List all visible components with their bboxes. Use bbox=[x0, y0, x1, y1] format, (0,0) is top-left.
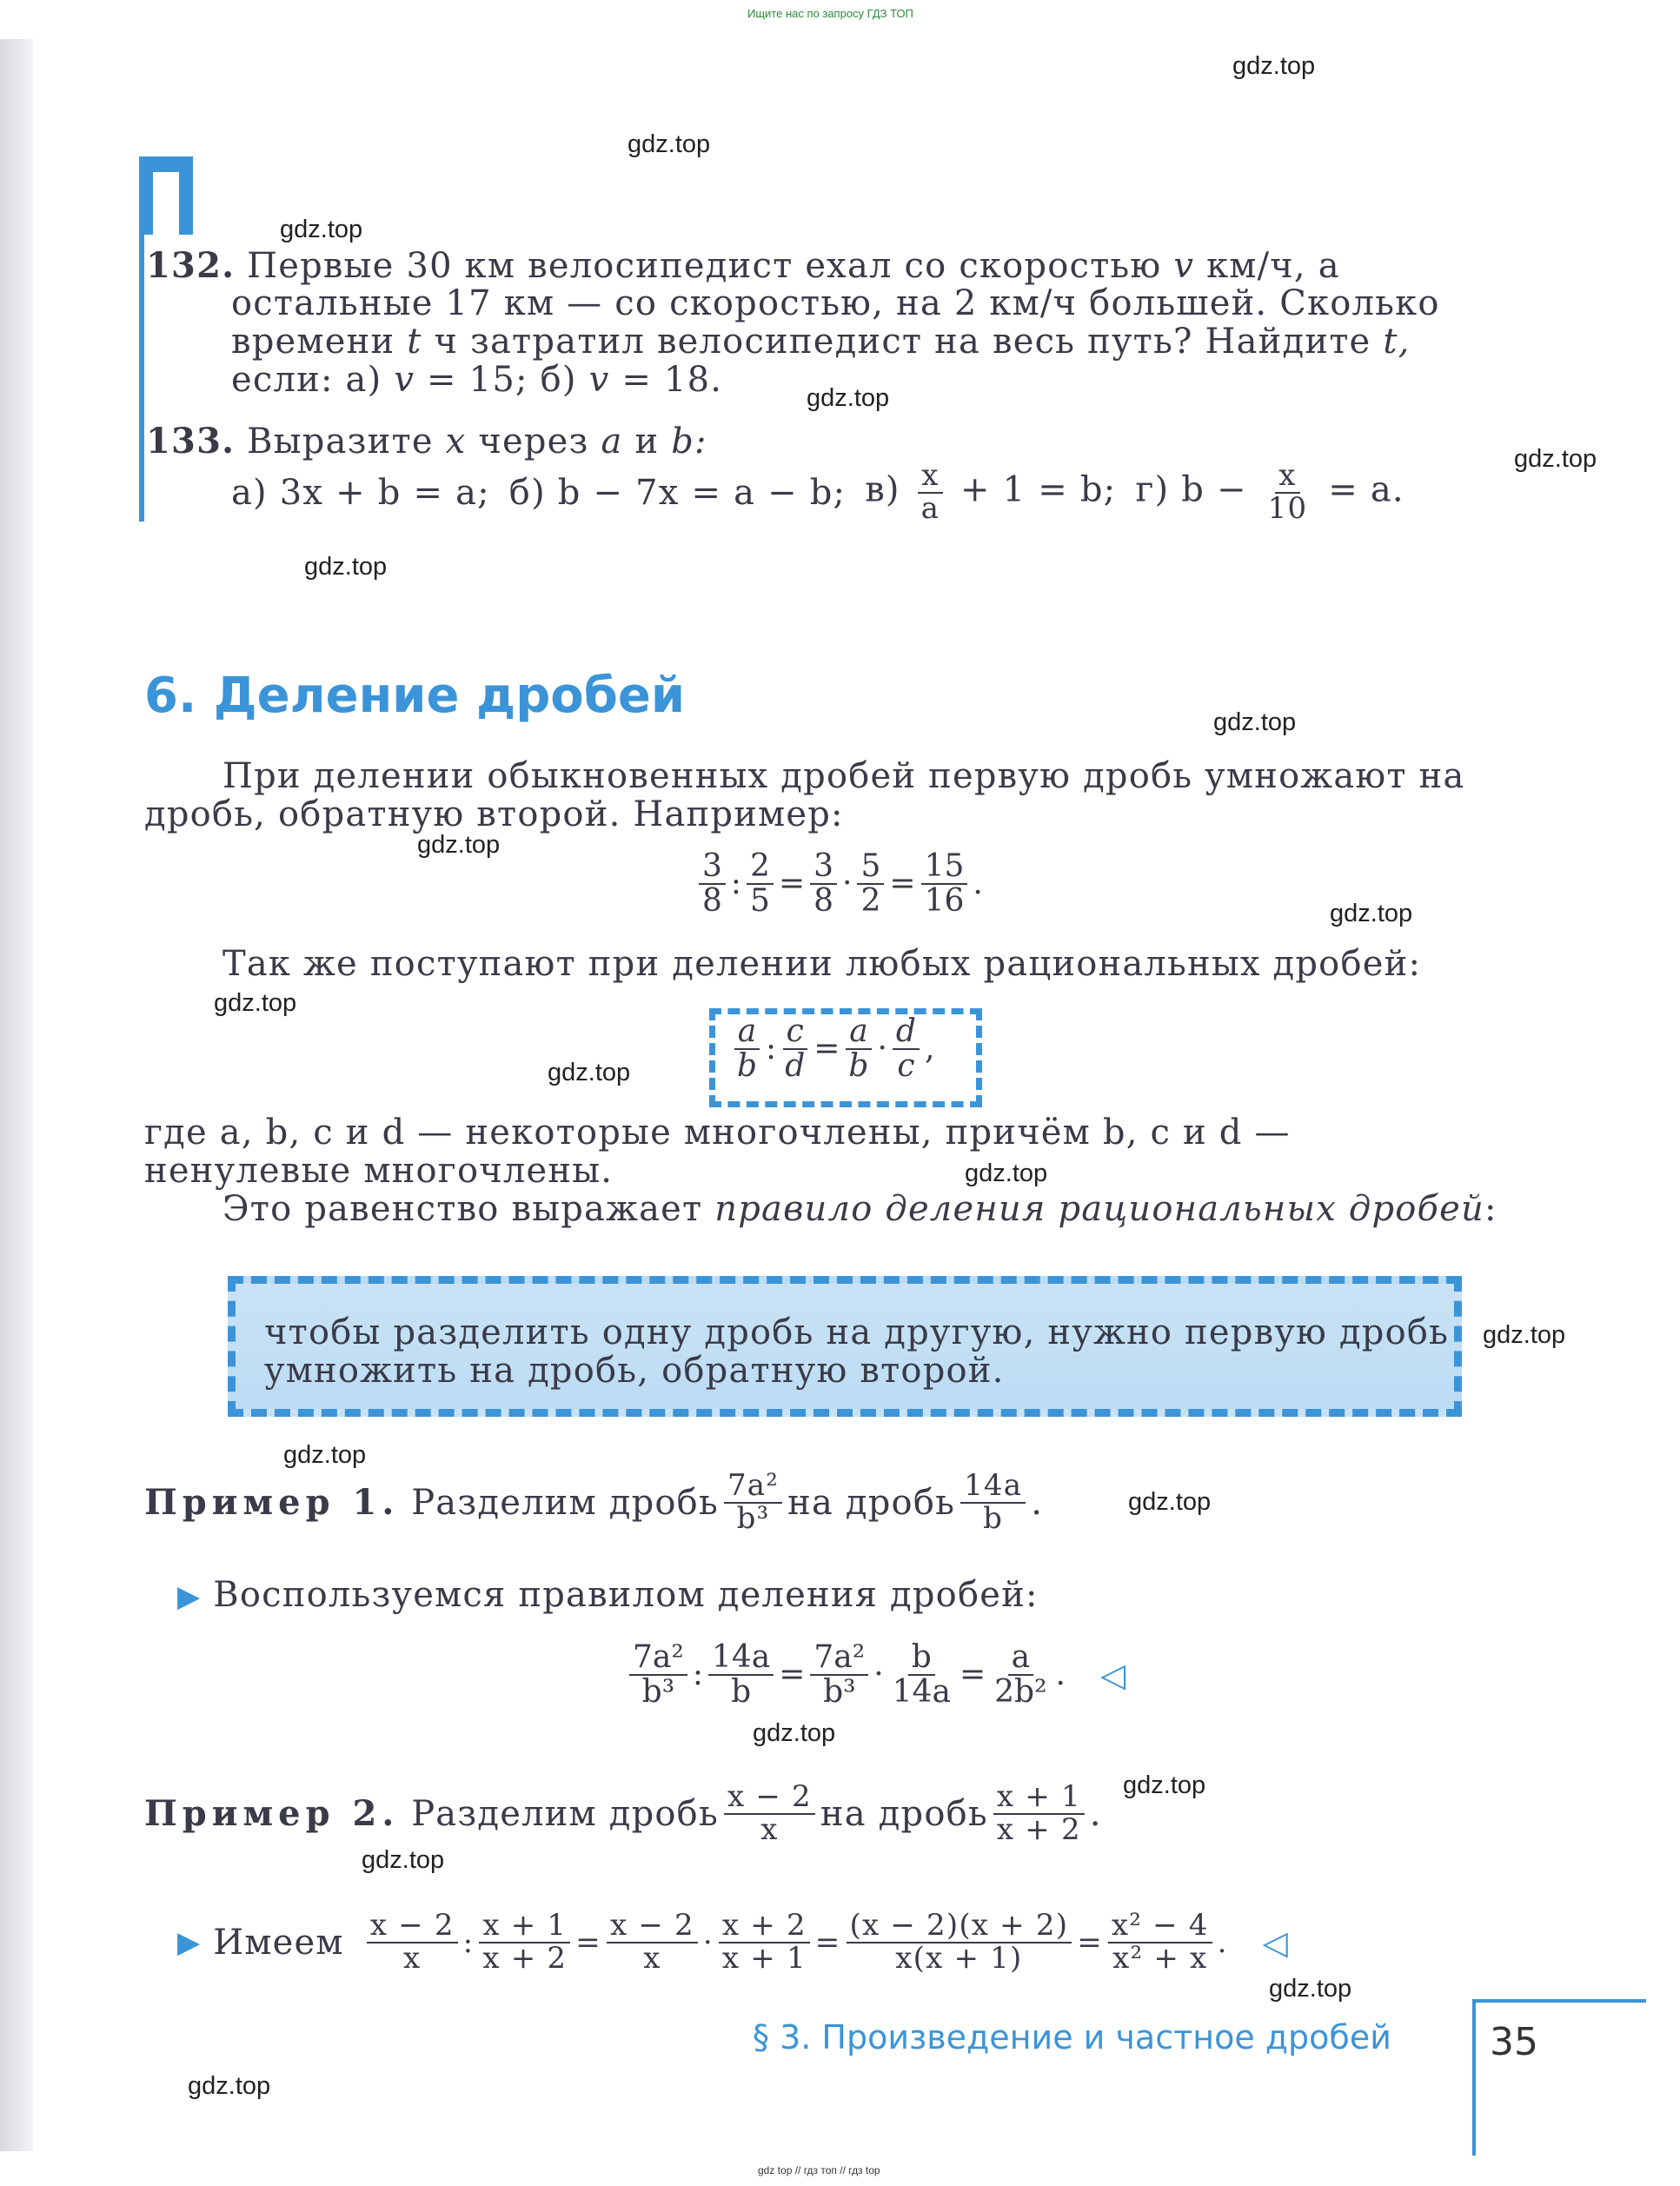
problem-132-line2: остальные 17 км — со скоростью, на 2 км/ч большей. Сколько bbox=[231, 283, 1440, 323]
item-a: а) 3x + b = a; bbox=[231, 472, 490, 513]
watermark: gdz.top bbox=[1232, 52, 1316, 80]
watermark: gdz.top bbox=[362, 1846, 445, 1874]
top-banner: Ищите нас по запросу ГДЗ ТОП bbox=[747, 7, 913, 20]
problems-sidebar-line bbox=[139, 235, 144, 522]
bottom-banner: gdz top // гдз топ // гдз top bbox=[758, 2164, 880, 2176]
watermark: gdz.top bbox=[1330, 900, 1413, 927]
problem-132-line4: если: а) v = 15; б) v = 18. bbox=[231, 360, 723, 400]
paragraph1-line1: При делении обыкновенных дробей первую дробь умножают на bbox=[222, 756, 1465, 796]
item-g: г) b − $\frac{x}{10}$ = a. bbox=[1135, 458, 1404, 526]
watermark: gdz.top bbox=[280, 216, 363, 243]
rule-line2: умножить на дробь, обратную второй. bbox=[264, 1351, 1005, 1391]
end-of-solution-icon: ◁ bbox=[1262, 1923, 1290, 1962]
paragraph3-line1: где a, b, c и d — некоторые многочлены, причём b, c и d — bbox=[144, 1113, 1291, 1153]
problem-133-line1: 133. Выразите x через a и b: bbox=[146, 421, 707, 462]
watermark: gdz.top bbox=[1483, 1321, 1566, 1349]
paragraph1-line2: дробь, обратную второй. Например: bbox=[144, 794, 844, 834]
example2-solution-formula: x − 2 x : $\frac{x + 1}{x + 2}$ = $\frac{x - 2}{x}$ · $\frac{x + 2}{x + 1}$ = $\frac{(x - 2)(x + 2)}{x(x + 1)}$ = $\frac{\text{x² − 4}}{\text{x² + x}}$ . ◁ bbox=[362, 1910, 1289, 1974]
watermark: gdz.top bbox=[283, 1441, 367, 1469]
watermark: gdz.top bbox=[548, 1059, 631, 1086]
paragraph2: Так же поступают при делении любых рациональных дробей: bbox=[222, 944, 1422, 984]
watermark: gdz.top bbox=[417, 831, 501, 859]
watermark: gdz.top bbox=[1514, 445, 1597, 473]
watermark: gdz.top bbox=[214, 989, 297, 1017]
item-b: б) b − 7x = a − b; bbox=[508, 472, 847, 513]
general-division-formula: a b : $\frac{c}{d}$ = $\frac{a}{b}$ · d c , bbox=[728, 1015, 934, 1083]
section-title: 6. Деление дробей bbox=[144, 668, 686, 724]
footer-divider-vertical bbox=[1472, 1999, 1476, 2156]
page-edge-shadow bbox=[0, 39, 33, 2151]
watermark: gdz.top bbox=[807, 384, 890, 412]
chapter-footer: § 3. Произведение и частное дробей bbox=[753, 2018, 1391, 2056]
example1-solution-formula: 7a² b³ : $\frac{14a}{b}$ = $\frac{\text{7a²}}{\text{b³}}$ · $\frac{b}{14a}$ = $\frac{a}{\text{2b²}}$ . ◁ bbox=[624, 1641, 1126, 1709]
watermark: gdz.top bbox=[1123, 1771, 1206, 1799]
watermark: gdz.top bbox=[188, 2072, 271, 2100]
watermark: gdz.top bbox=[1213, 708, 1297, 736]
problem-133-items bbox=[231, 458, 1404, 526]
paragraph4: Это равенство выражает правило деления рациональных дробей: bbox=[222, 1189, 1497, 1229]
problems-marker bbox=[139, 156, 193, 235]
problem-132-line1: 132. Первые 30 км велосипедист ехал со скоростью v км/ч, а bbox=[146, 245, 1340, 286]
watermark: gdz.top bbox=[965, 1159, 1048, 1187]
rule-line1: чтобы разделить одну дробь на другую, нужно первую дробь bbox=[264, 1312, 1450, 1352]
watermark: gdz.top bbox=[1269, 1975, 1352, 2003]
example1-solution-intro: ▶ Воспользуемся правилом деления дробей: bbox=[177, 1575, 1039, 1615]
watermark: gdz.top bbox=[753, 1719, 836, 1747]
problem-132-line3: времени t ч затратил велосипедист на весь путь? Найдите t, bbox=[231, 322, 1411, 362]
page-number: 35 bbox=[1490, 2020, 1538, 2064]
numeric-division-example: 3 8 : $\frac{2}{5}$ = $\frac{3}{8}$ · $\frac{5}{2}$ = $\frac{15}{16}$ . bbox=[694, 850, 983, 918]
watermark: gdz.top bbox=[304, 553, 388, 581]
end-of-solution-icon: ◁ bbox=[1099, 1655, 1126, 1694]
watermark: gdz.top bbox=[628, 130, 711, 158]
item-v: в) $\frac{x}{a}$ + 1 = b; bbox=[865, 458, 1117, 526]
example2-solution: ▶ Имеем x − 2 x : $\frac{x + 1}{x + 2}$ = $\frac{x - 2}{x}$ · $\frac{x + 2}{x + 1}$ = $\frac{(x - 2)(x + 2)}{x(x + 1)}$ = $\frac{\text{x² − 4}}{\text{x² + x}}$ . ◁ bbox=[177, 1908, 1290, 1976]
footer-divider-horizontal bbox=[1472, 1999, 1646, 2003]
paragraph3-line2: ненулевые многочлены. bbox=[144, 1151, 614, 1191]
arrow-icon: ▶ bbox=[177, 1924, 202, 1960]
watermark: gdz.top bbox=[1128, 1488, 1212, 1516]
arrow-icon: ▶ bbox=[177, 1579, 202, 1614]
example2-statement: Пример 2. Разделим дробь x − 2 x на дробь x + 1 x + 2 . bbox=[144, 1779, 1102, 1847]
example1-statement: Пример 1. Разделим дробь 7a² b³ на дробь 14a b . bbox=[144, 1468, 1044, 1536]
